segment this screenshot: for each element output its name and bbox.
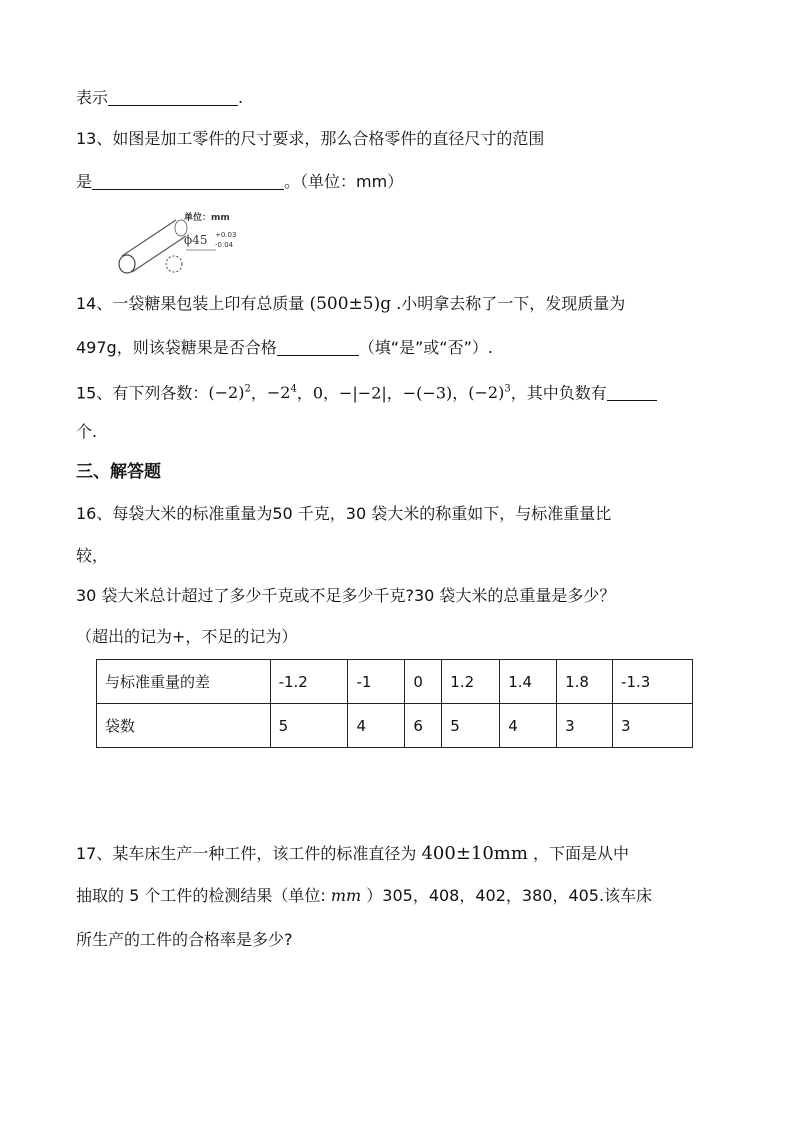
- table-cell: -1.3: [613, 660, 693, 704]
- q13-line2: [76, 170, 403, 194]
- table-row: [97, 660, 693, 704]
- q15-line1: 15、有下列各数：$(-2)^2$，$-2^4$，0，−|−2|，−(−3)，$(-2)^3$，其中负数有: [76, 378, 657, 405]
- q15-number-2: [267, 383, 297, 402]
- q15-n5-exp: 3: [504, 384, 511, 395]
- section-title: 三、解答题: [76, 462, 161, 482]
- figure-upper-tolerance: +0.03: [215, 231, 237, 239]
- table-cell: 1.2: [442, 660, 500, 704]
- q17-text-c: 抽取的 5 个工件的检测结果（单位:: [76, 886, 326, 905]
- q13-prefix: 是: [76, 172, 93, 191]
- q12-answer-blank[interactable]: [108, 89, 238, 106]
- table-cell: 1.8: [557, 660, 613, 704]
- table-cell: -1.2: [270, 660, 348, 704]
- q15-n2-base: −2: [266, 383, 291, 403]
- table-header-cell: 与标准重量的差: [97, 660, 271, 704]
- q17-diameter-expression: 400±10mm: [421, 843, 528, 864]
- q17-text-a: 17、某车床生产一种工件，该工件的标准直径为: [76, 844, 417, 863]
- table-cell: 5: [270, 704, 348, 748]
- table-cell: 3: [557, 704, 613, 748]
- q12-tail-line: [76, 86, 243, 110]
- q14-text-a: 14、一袋糖果包装上印有总质量: [76, 294, 305, 313]
- q17-text-d: ）305，408，402，380，405.该车床: [366, 886, 653, 905]
- q17-unit: mm: [330, 886, 362, 905]
- table-cell: 0: [405, 660, 442, 704]
- q15-line2: 个.: [76, 422, 98, 441]
- figure-lower-tolerance: -0.04: [215, 241, 234, 249]
- q17-text-b: ，下面是从中: [533, 844, 630, 863]
- q14-mass-expression: (500±5)g: [309, 294, 392, 314]
- table-cell: 4: [348, 704, 405, 748]
- q13-line1: 13、如图是加工零件的尺寸要求，那么合格零件的直径尺寸的范围: [76, 129, 545, 148]
- q15-n1-base: (−2): [208, 383, 245, 403]
- table-cell: 5: [442, 704, 500, 748]
- q15-rest-numbers: ，0，−|−2|，−(−3)，: [296, 383, 469, 403]
- table-cell: -1: [348, 660, 405, 704]
- q17-line2: [76, 884, 652, 908]
- q14-answer-blank[interactable]: [277, 339, 359, 356]
- q15-number-5: [468, 383, 510, 402]
- q14-text-c: 497g，则该袋糖果是否合格: [76, 338, 277, 357]
- table-cell: 3: [613, 704, 693, 748]
- q15-answer-blank[interactable]: [607, 384, 657, 401]
- cylinder-part-drawing: [112, 206, 252, 276]
- q15-number-1: [208, 383, 250, 402]
- q15-n2-exp: 4: [290, 384, 297, 395]
- q14-text-b: .小明拿去称了一下，发现质量为: [396, 294, 626, 313]
- q17-line3: 所生产的工件的合格率是多少?: [76, 930, 293, 949]
- q16-line3: 30 袋大米总计超过了多少千克或不足多少千克?30 袋大米的总重量是多少？: [76, 586, 616, 605]
- figure-unit-label: 单位：mm: [184, 213, 230, 223]
- q12-tail-text: 表示: [76, 88, 109, 107]
- table-cell: 4: [500, 704, 557, 748]
- table-cell: 1.4: [500, 660, 557, 704]
- table-header-cell: 袋数: [97, 704, 271, 748]
- figure-diameter-label: ϕ45: [184, 233, 208, 247]
- q16-line4: （超出的记为+，不足的记为）: [76, 627, 298, 646]
- q17-line1: [76, 842, 629, 866]
- table-cell: 6: [405, 704, 442, 748]
- q13-suffix: 。（单位：mm）: [284, 172, 404, 191]
- q14-text-d: （填“是”或“否”）.: [358, 338, 493, 357]
- part-figure: [112, 206, 252, 276]
- table-row: [97, 704, 693, 748]
- rice-weight-table: [96, 659, 693, 748]
- q15-n1-exp: 2: [244, 384, 251, 395]
- q16-line1: 16、每袋大米的标准重量为50 千克，30 袋大米的称重如下，与标准重量比: [76, 504, 612, 523]
- q14-line1: [76, 292, 625, 316]
- q12-tail-end: .: [238, 88, 244, 107]
- q16-line2: 较，: [76, 546, 109, 565]
- q15-prefix: 15、有下列各数：: [76, 383, 209, 403]
- q13-answer-blank[interactable]: [92, 173, 284, 190]
- q14-line2: [76, 336, 493, 360]
- q15-suffix: ，其中负数有: [510, 383, 607, 403]
- q15-n5-base: (−2): [468, 383, 505, 403]
